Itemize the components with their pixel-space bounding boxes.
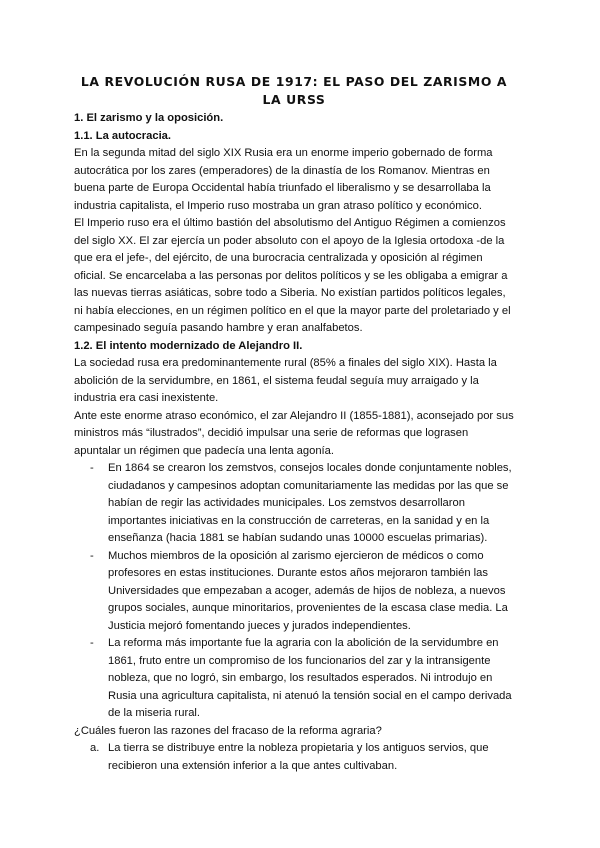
paragraph: En la segunda mitad del siglo XIX Rusia era un enorme imperio gobernado de forma autocrática por los zares (emperadores) de la dinastía de los Romanov. Mientras en buena parte de Europa Occidental había triunfado el liberalismo y se desarrollaba la industria capitalista, el Imperio ruso mostraba un gran atraso político y económico. [74,147,493,212]
list-item [74,460,514,548]
dash-bullet: - [90,549,94,562]
section-1-heading: 1. El zarismo y la oposición. [74,112,224,124]
dash-bullet: - [90,462,94,474]
list-item-text: Muchos miembros de la oposición al zarismo ejercieron de médicos o como profesores en estas instituciones. Durante estos años mejoraron también las Universidades que empezaban a acoger, además de hijos de nobleza, a nuevos grupos sociales, aunque minoritarios, provenientes de la escasa clase media. La Justicia mejoró fomentando jueces y jurados independientes. [108,549,508,632]
list-item [74,740,514,775]
paragraph: Ante este enorme atraso económico, el zar Alejandro II (1855-1881), aconsejado por sus ministros más “ilustrados”, decidió impulsar una serie de reformas que lograsen apuntalar un régimen que padecía una lenta agonía. [74,409,514,457]
document-title: LA REVOLUCIÓN RUSA DE 1917: EL PASO DEL ZARISMO A LA URSS [80,74,508,107]
answers-list [74,740,514,775]
section-1-2-heading: 1.2. El intento modernizado de Alejandro II. [74,339,303,352]
paragraph: El Imperio ruso era el último bastión del absolutismo del Antiguo Régimen a comienzos del siglo XX. El zar ejercía un poder absoluto con el apoyo de la Iglesia ortodoxa -de la que era el jefe-, del ejército, de una burocracia centralizada y oposición al régimen oficial. Se encarcelaba a las personas por delitos políticos y se les obligaba a emigrar a las nuevas tierras asiáticas, sobre todo a Siberia. No existían partidos políticos legales, ni había elecciones, en un régimen político en el que la mayor parte del proletariado y el campesinado seguía pasando hambre y eran analfabetos. [74,217,511,334]
paragraph: La sociedad rusa era predominantemente rural (85% a finales del siglo XIX). Hasta la abolición de la servidumbre, en 1861, el sistema feudal seguía muy arraigado y la industria era casi inexistente. [74,357,497,404]
list-item [74,635,514,723]
list-item-text: En 1864 se crearon los zemstvos, consejos locales donde conjuntamente nobles, ciudadanos y campesinos adoptan comunitariamente las medidas por las que se habían de regir las actividades municipales. Los zemstvos desarrollaron importantes iniciativas en la construcción de carreteras, en la sanidad y en la enseñanza (hacia 1881 se habían sudando unas 10000 escuelas primarias). [108,462,512,544]
section-1-1-heading: 1.1. La autocracia. [74,129,172,142]
list-marker: a. [90,742,100,754]
list-item [74,548,514,636]
dash-bullet: - [90,637,94,649]
reforms-list [74,460,514,723]
question-text: ¿Cuáles fueron las razones del fracaso de la reforma agraria? [74,724,382,737]
list-item-text: La reforma más importante fue la agraria con la abolición de la servidumbre en 1861, fruto entre un compromiso de los funcionarios del zar y la intransigente nobleza, que no logró, sin embargo, los resultados esperados. Ni introdujo en Rusia una agricultura capitalista, ni atenuó la tensión social en el campo derivada de la miseria rural. [108,637,512,719]
list-item-text: La tierra se distribuye entre la nobleza propietaria y los antiguos servios, que recibieron una extensión inferior a la que antes cultivaban. [108,742,489,772]
